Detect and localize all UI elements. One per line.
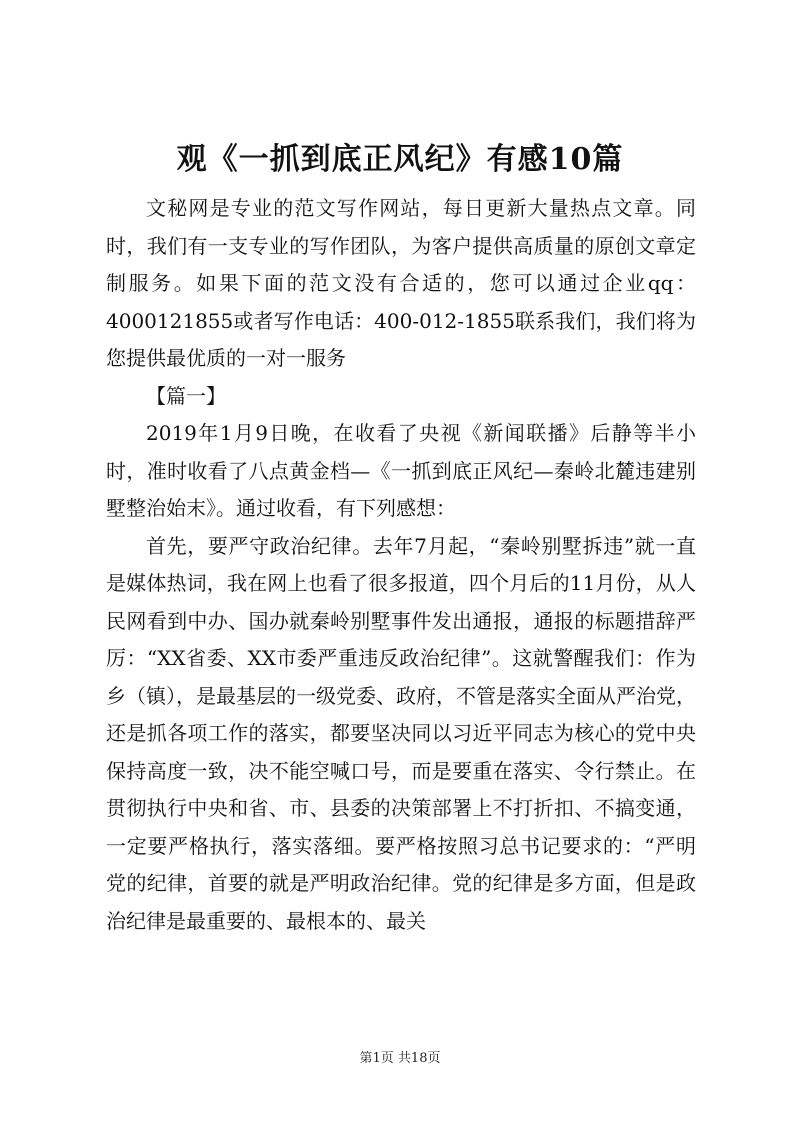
page-number: 第1页 共18页	[359, 1051, 441, 1066]
body-paragraph: 首先，要严守政治纪律。去年7月起，“秦岭别墅拆违”就一直是媒体热词，我在网上也看了很多报道，四个月后的11月份，从人民网看到中办、国办就秦岭别墅事件发出通报，通报的标题措辞严厉：“XX省委、XX市委严重违反政治纪律”。这就警醒我们：作为乡（镇），是最基层的一级党委、政府，不管是落实全面从严治党，还是抓各项工作的落实，都要坚决同以习近平同志为核心的党中央保持高度一致，决不能空喊口号，而是要重在落实、令行禁止。在贯彻执行中央和省、市、县委的决策部署上不打折扣、不搞变通，一定要严格执行，落实落细。要严格按照习总书记要求的：“严明党的纪律，首要的就是严明政治纪律。党的纪律是多方面，但是政治纪律是最重要的、最根本的、最关	[106, 533, 696, 933]
intro-paragraph: 文秘网是专业的范文写作网站，每日更新大量热点文章。同时，我们有一支专业的写作团队，为客户提供高质量的原创文章定制服务。如果下面的范文没有合适的，您可以通过企业qq：4000121855或者写作电话：400-012-1855联系我们，我们将为您提供最优质的一对一服务	[106, 196, 696, 370]
document-title: 观《一抓到底正风纪》有感10篇	[176, 142, 624, 177]
body-paragraph: 2019年1月9日晚，在收看了央视《新闻联播》后静等半小时，准时收看了八点黄金档—《一抓到底正风纪—秦岭北麓违建别墅整治始末》。通过收看，有下列感想：	[106, 421, 696, 520]
section-heading: 【篇一】	[146, 383, 226, 408]
document-body	[106, 190, 696, 940]
